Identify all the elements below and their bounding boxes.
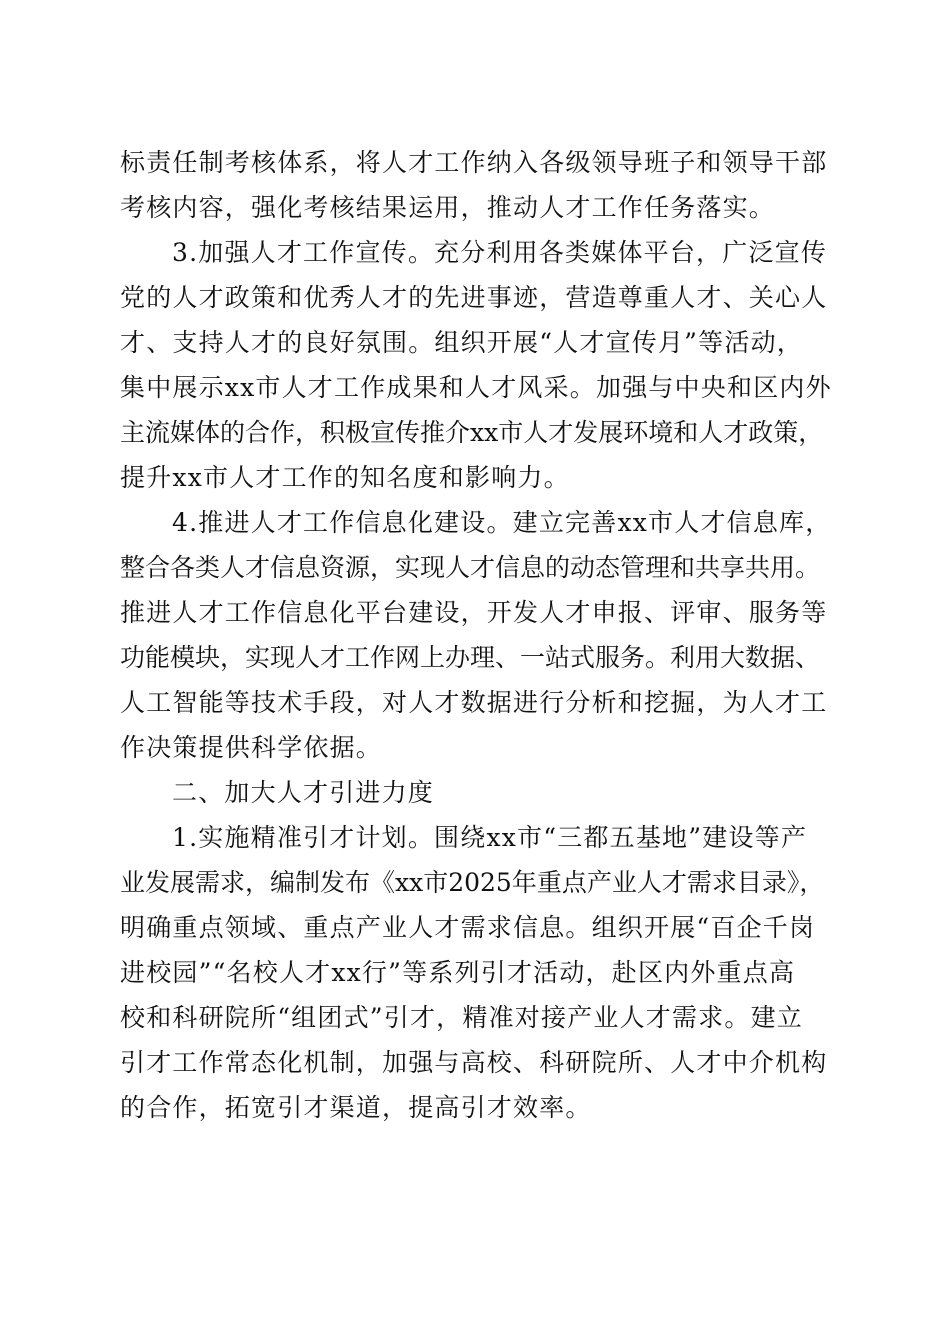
document-body [120, 140, 832, 1130]
text-line: 校和科研院所“组团式”引才，精准对接产业人才需求。建立 [120, 1003, 803, 1032]
text-line: 党的人才政策和优秀人才的先进事迹，营造尊重人才、关心人 [120, 283, 828, 312]
text-line: 集中展示xx市人才工作成果和人才风采。加强与中央和区内外 [120, 373, 832, 402]
text-line: 整合各类人才信息资源，实现人才信息的动态管理和共享共用。 [120, 553, 821, 582]
text-line: 业发展需求，编制发布《xx市2025年重点产业人才需求目录》， [120, 868, 825, 897]
text-line: 的合作，拓宽引才渠道，提高引才效率。 [120, 1093, 592, 1122]
text-line: 考核内容，强化考核结果运用，推动人才工作任务落实。 [120, 193, 776, 222]
section-heading: 二、加大人才引进力度 [172, 778, 435, 807]
text-line: 提升xx市人才工作的知名度和影响力。 [120, 463, 570, 492]
text-line: 人工智能等技术手段，对人才数据进行分析和挖掘，为人才工 [120, 688, 828, 717]
paragraph-start-line: 3.加强人才工作宣传。充分利用各类媒体平台，广泛宣传 [172, 238, 828, 267]
paragraph-start-line: 1.实施精准引才计划。围绕xx市“三都五基地”建设等产 [172, 823, 808, 852]
text-line: 作决策提供科学依据。 [120, 733, 383, 762]
text-line: 才、支持人才的良好氛围。组织开展“人才宣传月”等活动， [120, 328, 803, 357]
text-line: 进校园”“名校人才xx行”等系列引才活动，赴区内外重点高 [120, 958, 796, 987]
text-line: 推进人才工作信息化平台建设，开发人才申报、评审、服务等 [120, 598, 828, 627]
text-line: 标责任制考核体系，将人才工作纳入各级领导班子和领导干部 [120, 148, 828, 177]
text-line: 明确重点领域、重点产业人才需求信息。组织开展“百企千岗 [120, 913, 816, 942]
text-line: 功能模块，实现人才工作网上办理、一站式服务。利用大数据、 [120, 643, 821, 672]
paragraph-start-line: 4.推进人才工作信息化建设。建立完善xx市人才信息库， [172, 508, 832, 537]
text-line: 主流媒体的合作，积极宣传推介xx市人才发展环境和人才政策， [120, 418, 824, 447]
text-line: 引才工作常态化机制，加强与高校、科研院所、人才中介机构 [120, 1048, 828, 1077]
